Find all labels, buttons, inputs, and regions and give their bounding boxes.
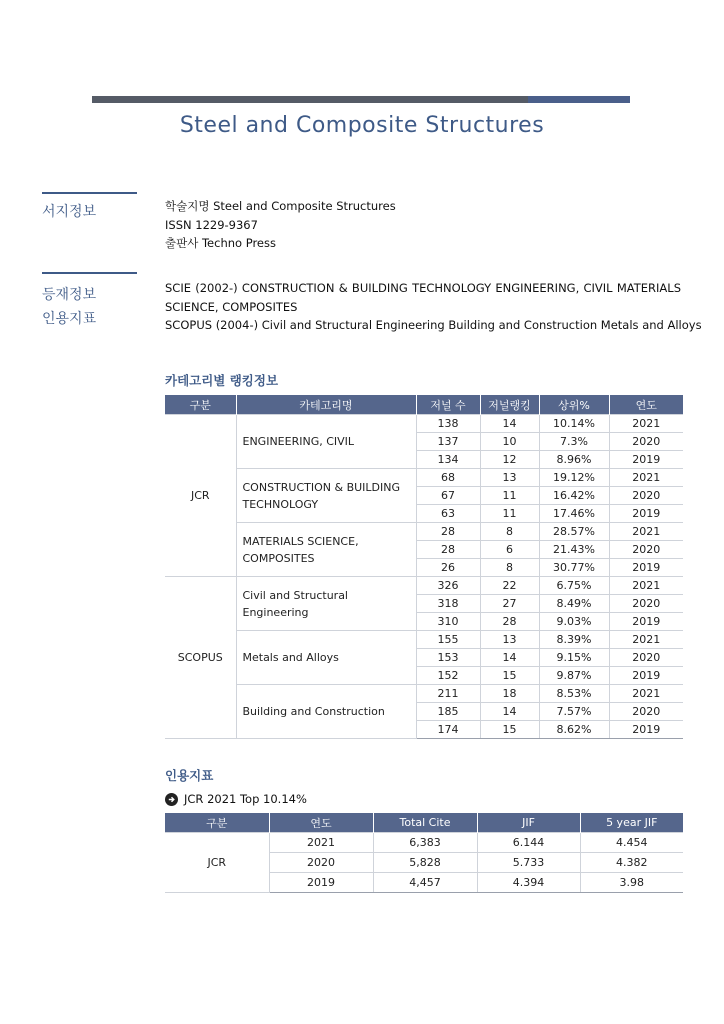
year-cell: 2020: [609, 487, 683, 505]
column-header: 연도: [269, 813, 373, 833]
top-percent-cell: 10.14%: [539, 415, 609, 433]
column-header: 연도: [609, 395, 683, 415]
journal-count-cell: 26: [416, 559, 480, 577]
journal-count-cell: 326: [416, 577, 480, 595]
journal-count-cell: 152: [416, 667, 480, 685]
top-percent-cell: 8.49%: [539, 595, 609, 613]
journal-rank-cell: 6: [480, 541, 539, 559]
top-percent-cell: 19.12%: [539, 469, 609, 487]
column-header: 저널랭킹: [480, 395, 539, 415]
journal-rank-cell: 15: [480, 721, 539, 739]
biblio-info: [165, 197, 396, 253]
journal-count-cell: 68: [416, 469, 480, 487]
top-percent-cell: 30.77%: [539, 559, 609, 577]
top-percent-cell: 17.46%: [539, 505, 609, 523]
citation-heading: 인용지표: [165, 768, 214, 783]
journal-count-cell: 137: [416, 433, 480, 451]
top-percent-cell: 8.62%: [539, 721, 609, 739]
publisher: 출판사 Techno Press: [165, 236, 276, 250]
jif-cell: 6.144: [477, 833, 580, 853]
year-cell: 2019: [609, 721, 683, 739]
top-percent-cell: 8.39%: [539, 631, 609, 649]
year-cell: 2020: [609, 433, 683, 451]
column-header: Total Cite: [373, 813, 477, 833]
year-cell: 2020: [609, 541, 683, 559]
issn: ISSN 1229-9367: [165, 217, 258, 232]
year-cell: 2019: [609, 451, 683, 469]
indexing-info: [165, 279, 702, 335]
year-cell: 2019: [609, 667, 683, 685]
journal-name: 학술지명 Steel and Composite Structures: [165, 199, 396, 213]
year-cell: 2021: [609, 469, 683, 487]
journal-count-cell: 134: [416, 451, 480, 469]
five-year-jif-cell: 4.382: [580, 853, 683, 873]
year-cell: 2019: [609, 505, 683, 523]
journal-rank-cell: 14: [480, 415, 539, 433]
total-cite-cell: 4,457: [373, 873, 477, 893]
year-cell: 2020: [269, 853, 373, 873]
year-cell: 2020: [609, 703, 683, 721]
ranking-table-header: [165, 395, 683, 415]
journal-count-cell: 185: [416, 703, 480, 721]
journal-count-cell: 138: [416, 415, 480, 433]
top-percent-cell: 6.75%: [539, 577, 609, 595]
five-year-jif-cell: 4.454: [580, 833, 683, 853]
total-cite-cell: 5,828: [373, 853, 477, 873]
top-percent-cell: 7.57%: [539, 703, 609, 721]
year-cell: 2020: [609, 595, 683, 613]
category-cell: Civil and Structural Engineering: [236, 577, 416, 631]
source-cell: JCR: [165, 833, 269, 893]
top-percent-cell: 9.15%: [539, 649, 609, 667]
ranking-table: [165, 395, 683, 739]
five-year-jif-cell: 3.98: [580, 873, 683, 893]
table-row: [165, 685, 683, 703]
journal-rank-cell: 14: [480, 649, 539, 667]
top-rule: [92, 96, 630, 103]
scopus-info: SCOPUS (2004-) Civil and Structural Engineering Building and Construction Metals and Alloys: [165, 318, 702, 332]
journal-rank-cell: 8: [480, 559, 539, 577]
journal-count-cell: 174: [416, 721, 480, 739]
journal-rank-cell: 13: [480, 631, 539, 649]
page-title: Steel and Composite Structures: [179, 113, 545, 138]
table-row: [165, 631, 683, 649]
top-percent-cell: 7.3%: [539, 433, 609, 451]
journal-rank-cell: 14: [480, 703, 539, 721]
column-header: 저널 수: [416, 395, 480, 415]
year-cell: 2020: [609, 649, 683, 667]
year-cell: 2019: [269, 873, 373, 893]
category-cell: MATERIALS SCIENCE, COMPOSITES: [236, 523, 416, 577]
biblio-label: 서지정보: [42, 204, 97, 220]
journal-count-cell: 153: [416, 649, 480, 667]
citation-table: [165, 813, 683, 893]
table-row: [165, 469, 683, 487]
top-percent-cell: 8.53%: [539, 685, 609, 703]
year-cell: 2021: [609, 631, 683, 649]
journal-count-cell: 155: [416, 631, 480, 649]
jif-cell: 5.733: [477, 853, 580, 873]
top-percent-cell: 28.57%: [539, 523, 609, 541]
year-cell: 2021: [609, 415, 683, 433]
year-cell: 2021: [609, 685, 683, 703]
journal-rank-cell: 10: [480, 433, 539, 451]
journal-rank-cell: 27: [480, 595, 539, 613]
journal-rank-cell: 18: [480, 685, 539, 703]
column-header: JIF: [477, 813, 580, 833]
column-header: 5 year JIF: [580, 813, 683, 833]
year-cell: 2021: [269, 833, 373, 853]
indexing-label-1: 등재정보: [42, 287, 97, 303]
journal-rank-cell: 11: [480, 505, 539, 523]
top-percent-cell: 16.42%: [539, 487, 609, 505]
journal-rank-cell: 13: [480, 469, 539, 487]
year-cell: 2019: [609, 559, 683, 577]
indexing-rule: [42, 272, 137, 274]
category-cell: CONSTRUCTION & BUILDING TECHNOLOGY: [236, 469, 416, 523]
table-row: [165, 523, 683, 541]
biblio-rule: [42, 192, 137, 194]
journal-count-cell: 211: [416, 685, 480, 703]
column-header: 카테고리명: [236, 395, 416, 415]
year-cell: 2021: [609, 577, 683, 595]
citation-highlight-text: JCR 2021 Top 10.14%: [184, 792, 307, 806]
journal-rank-cell: 15: [480, 667, 539, 685]
category-cell: Metals and Alloys: [236, 631, 416, 685]
journal-rank-cell: 12: [480, 451, 539, 469]
top-percent-cell: 9.03%: [539, 613, 609, 631]
journal-rank-cell: 22: [480, 577, 539, 595]
column-header: 구분: [165, 395, 236, 415]
top-rule-accent: [528, 96, 630, 103]
ranking-heading: 카테고리별 랭킹정보: [165, 373, 279, 388]
column-header: 구분: [165, 813, 269, 833]
journal-count-cell: 63: [416, 505, 480, 523]
category-cell: ENGINEERING, CIVIL: [236, 415, 416, 469]
year-cell: 2019: [609, 613, 683, 631]
top-percent-cell: 8.96%: [539, 451, 609, 469]
journal-count-cell: 318: [416, 595, 480, 613]
source-cell: SCOPUS: [165, 577, 236, 739]
journal-count-cell: 28: [416, 541, 480, 559]
journal-rank-cell: 11: [480, 487, 539, 505]
scie-info: SCIE (2002-) CONSTRUCTION & BUILDING TECHNOLOGY ENGINEERING, CIVIL MATERIALS SCIENCE, COMPOSITES: [165, 281, 681, 314]
citation-highlight: [165, 792, 307, 806]
citation-table-header: [165, 813, 683, 833]
source-cell: JCR: [165, 415, 236, 577]
journal-rank-cell: 8: [480, 523, 539, 541]
arrow-right-circle-icon: [165, 793, 178, 806]
table-row: [165, 833, 683, 853]
indexing-label-2: 인용지표: [42, 311, 97, 327]
jif-cell: 4.394: [477, 873, 580, 893]
category-cell: Building and Construction: [236, 685, 416, 739]
year-cell: 2021: [609, 523, 683, 541]
column-header: 상위%: [539, 395, 609, 415]
table-row: [165, 415, 683, 433]
total-cite-cell: 6,383: [373, 833, 477, 853]
top-percent-cell: 9.87%: [539, 667, 609, 685]
journal-count-cell: 28: [416, 523, 480, 541]
table-row: [165, 577, 683, 595]
journal-rank-cell: 28: [480, 613, 539, 631]
top-percent-cell: 21.43%: [539, 541, 609, 559]
journal-count-cell: 310: [416, 613, 480, 631]
journal-count-cell: 67: [416, 487, 480, 505]
